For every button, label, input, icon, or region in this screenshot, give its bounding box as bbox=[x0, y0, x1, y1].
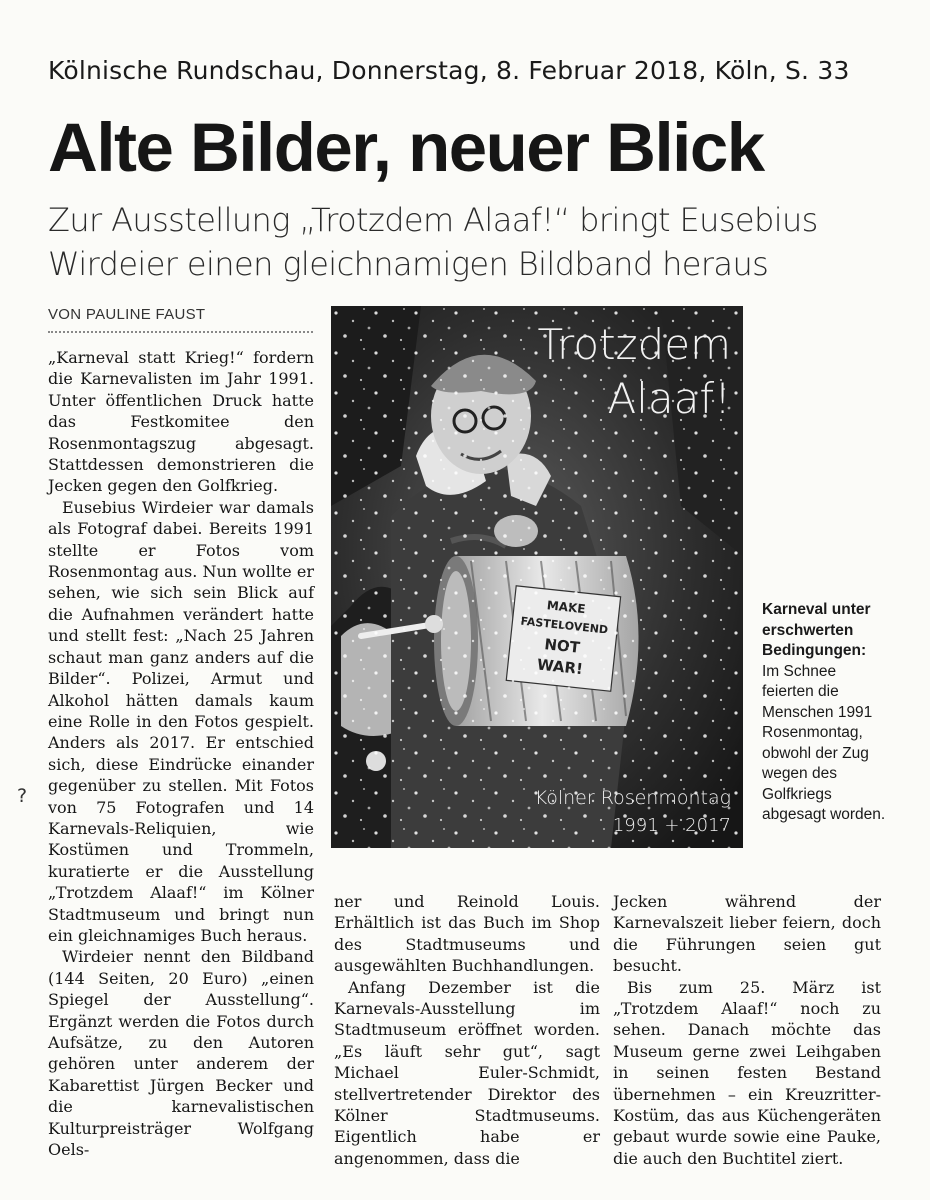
paragraph: Wirdeier nennt den Bildband (144 Seiten, 20 Euro) „einen Spiegel der Ausstellung“. Ergänzt werden die Fotos durch Aufsätze, zu den Autoren gehören unter anderem der Kabarettist Jürgen Becker und die karnevalistischen Kulturpreisträger Wolfgang Oels- bbox=[48, 947, 314, 1160]
photo-title-line-1: Trotzdem bbox=[537, 320, 731, 369]
photo-title-line-2: Alaaf! bbox=[607, 374, 731, 423]
paragraph: Jecken während der Karnevalszeit lieber feiern, doch die Führungen seien gut besucht. bbox=[613, 892, 881, 976]
paragraph: ner und Reinold Louis. Erhältlich ist das Buch im Shop des Stadtmuseums und ausgewählten Buchhandlungen. bbox=[334, 892, 600, 976]
photo-footer-line-1: Kölner Rosenmontag bbox=[534, 787, 731, 809]
paragraph: „Karneval statt Krieg!“ fordern die Karnevalisten im Jahr 1991. Unter öffentlichen Druck hatte das Festkomitee den Rosenmontagszug abgesagt. Stattdessen demonstrieren die Jecken gegen den Golfkrieg. bbox=[48, 348, 314, 496]
margin-question-mark: ? bbox=[17, 785, 28, 807]
caption-lead: Karneval unter erschwerten Bedingungen: bbox=[762, 601, 871, 659]
caption-text: Im Schnee feierten die Menschen 1991 Rosenmontag, obwohl der Zug wegen des Golfkriegs abgesagt worden. bbox=[762, 662, 886, 823]
paragraph: Anfang Dezember ist die Karnevals-Ausstellung im Stadtmuseum eröffnet worden. „Es läuft sehr gut“, sagt Michael Euler-Schmidt, stellvertretender Direktor des Kölner Stadtmuseums. Eigentlich habe er angenommen, dass die bbox=[334, 977, 600, 1168]
byline: VON PAULINE FAUST bbox=[48, 306, 313, 333]
subheadline bbox=[48, 198, 908, 286]
subheadline-line-1: Zur Ausstellung „Trotzdem Alaaf!“ bringt Eusebius bbox=[48, 201, 818, 239]
photo-title bbox=[538, 318, 731, 426]
photo-caption bbox=[762, 600, 886, 826]
article-column-1 bbox=[48, 347, 314, 1160]
article-column-3 bbox=[613, 891, 881, 1169]
photo-footer bbox=[535, 784, 731, 840]
paragraph: Eusebius Wirdeier war damals als Fotograf dabei. Bereits 1991 stellte er Fotos vom Rosenmontag aus. Nun wollte er sehen, wie sich sein Blick auf die Aufnahmen verändert hatte und stellt fest: „Nach 25 Jahren schaut man ganz anders auf die Bilder“. Polizei, Armut und Alkohol hätten damals kaum eine Rolle in den Fotos gespielt. Anders als 2017. Er entschied sich, diese Eindrücke einander gegenüber zu stellen. Mit Fotos von 75 Fotografen und 14 Karnevals-Reliquien, wie Kostümen und Trommeln, kuratierte er die Ausstellung „Trotzdem Alaaf!“ im Kölner Stadtmuseum und bringt nun ein gleichnamiges Buch heraus. bbox=[48, 497, 314, 945]
article-column-2 bbox=[334, 891, 600, 1169]
photo-footer-line-2: 1991 + 2017 bbox=[612, 815, 731, 836]
newspaper-header: Kölnische Rundschau, Donnerstag, 8. Februar 2018, Köln, S. 33 bbox=[48, 56, 850, 85]
paragraph: Bis zum 25. März ist „Trotzdem Alaaf!“ noch zu sehen. Danach möchte das Museum gerne zwei Leihgaben in seinen festen Bestand übernehmen – ein Kreuzritter-Kostüm, das aus Küchengeräten gebaut wurde sowie eine Pauke, die auch den Buchtitel ziert. bbox=[613, 977, 881, 1168]
cover-photo bbox=[331, 306, 743, 848]
headline: Alte Bilder, neuer Blick bbox=[48, 109, 764, 186]
subheadline-line-2: Wirdeier einen gleichnamigen Bildband heraus bbox=[48, 245, 769, 283]
